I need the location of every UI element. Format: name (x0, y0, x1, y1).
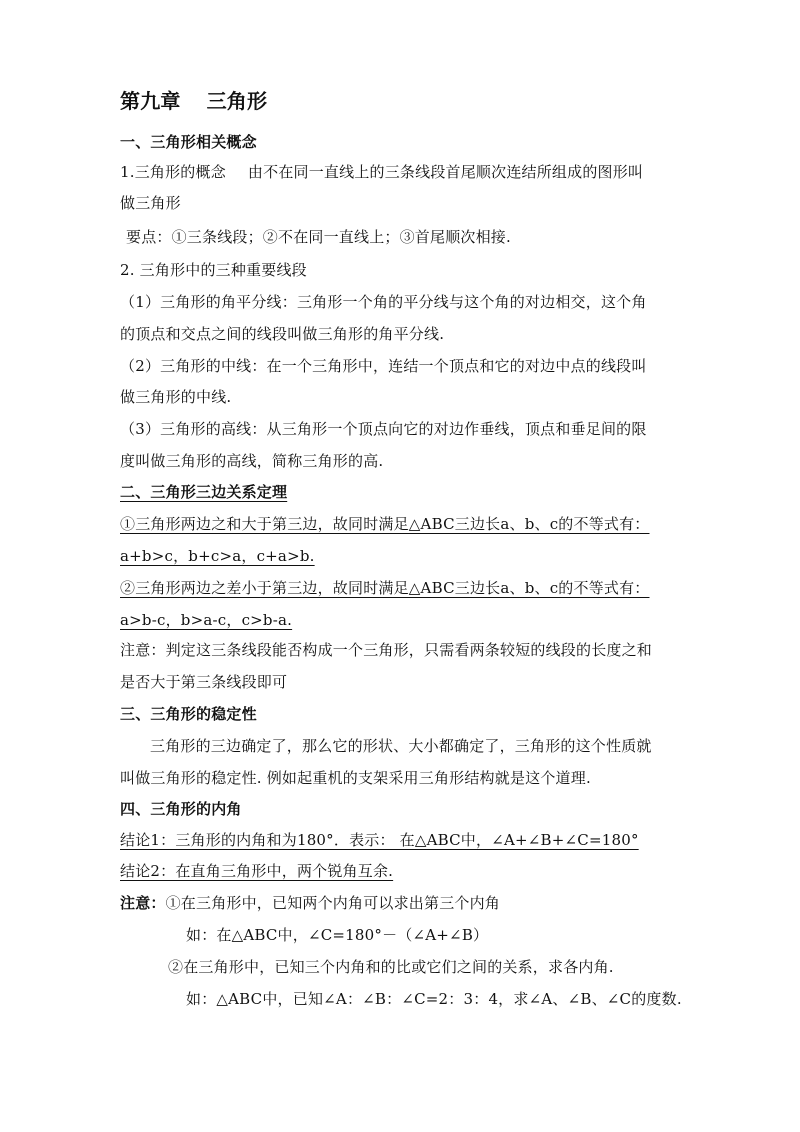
page-title (120, 88, 267, 114)
definition-text: 由不在同一直线上的三条线段首尾顺次连结所组成的图形叫 (247, 163, 644, 181)
definition-label: 1.三角形的概念 (120, 163, 226, 181)
note-item-1: ①在三角形中，已知两个内角可以求出第三个内角 (165, 894, 501, 912)
stability-paragraph: 三角形的三边确定了，那么它的形状、大小都确定了，三角形的这个性质就 (150, 737, 652, 755)
difference-inequalities: a>b-c，b>a-c，c>b-a. (120, 611, 293, 629)
difference-rule: ②三角形两边之差小于第三边，故同时满足△ABC三边长a、b、c的不等式有： (120, 579, 650, 597)
subsection-heading: 2. 三角形中的三种重要线段 (120, 261, 307, 279)
altitude-definition: （3）三角形的高线：从三角形一个顶点向它的对边作垂线，顶点和垂足间的限 (120, 420, 647, 438)
stability-paragraph-cont: 叫做三角形的稳定性. 例如起重机的支架采用三角形结构就是这个道理. (120, 769, 591, 787)
section-heading-4: 四、三角形的内角 (120, 800, 242, 818)
median-definition: （2）三角形的中线：在一个三角形中，连结一个顶点和它的对边中点的线段叫 (120, 357, 647, 375)
section-heading-3: 三、三角形的稳定性 (120, 705, 257, 723)
chapter-name: 三角形 (206, 89, 268, 113)
section-heading-1: 一、三角形相关概念 (120, 133, 257, 151)
definition-line (120, 162, 643, 182)
conclusion-1: 结论1：三角形的内角和为180°．表示： 在△ABC中，∠A+∠B+∠C=180° (120, 831, 639, 849)
chapter-number: 第九章 (120, 89, 181, 113)
note-line (120, 893, 500, 913)
key-points: 要点：①三条线段；②不在同一直线上；③首尾顺次相接. (126, 228, 511, 246)
altitude-definition-cont: 度叫做三角形的高线，简称三角形的高. (120, 452, 384, 470)
bisector-definition: （1）三角形的角平分线：三角形一个角的平分线与这个角的对边相交，这个角 (120, 293, 647, 311)
note-label: 注意： (120, 894, 166, 912)
example-1: 如：在△ABC中，∠C=180°－（∠A+∠B） (186, 926, 489, 944)
sum-inequalities: a+b>c，b+c>a，c+a>b. (120, 547, 315, 565)
note-text-cont: 是否大于第三条线段即可 (120, 673, 288, 691)
note-item-2: ②在三角形中，已知三个内角和的比或它们之间的关系，求各内角. (168, 958, 614, 976)
example-2: 如：△ABC中，已知∠A：∠B：∠C=2：3：4，求∠A、∠B、∠C的度数. (186, 990, 682, 1008)
conclusion-2: 结论2：在直角三角形中，两个锐角互余. (120, 862, 394, 880)
note-text: 注意：判定这三条线段能否构成一个三角形，只需看两条较短的线段的长度之和 (120, 641, 653, 659)
bisector-definition-cont: 的顶点和交点之间的线段叫做三角形的角平分线. (120, 325, 445, 343)
section-heading-2: 二、三角形三边关系定理 (120, 483, 288, 501)
definition-continuation: 做三角形 (120, 194, 181, 212)
sum-rule: ①三角形两边之和大于第三边，故同时满足△ABC三边长a、b、c的不等式有： (120, 515, 650, 533)
median-definition-cont: 做三角形的中线. (120, 388, 232, 406)
